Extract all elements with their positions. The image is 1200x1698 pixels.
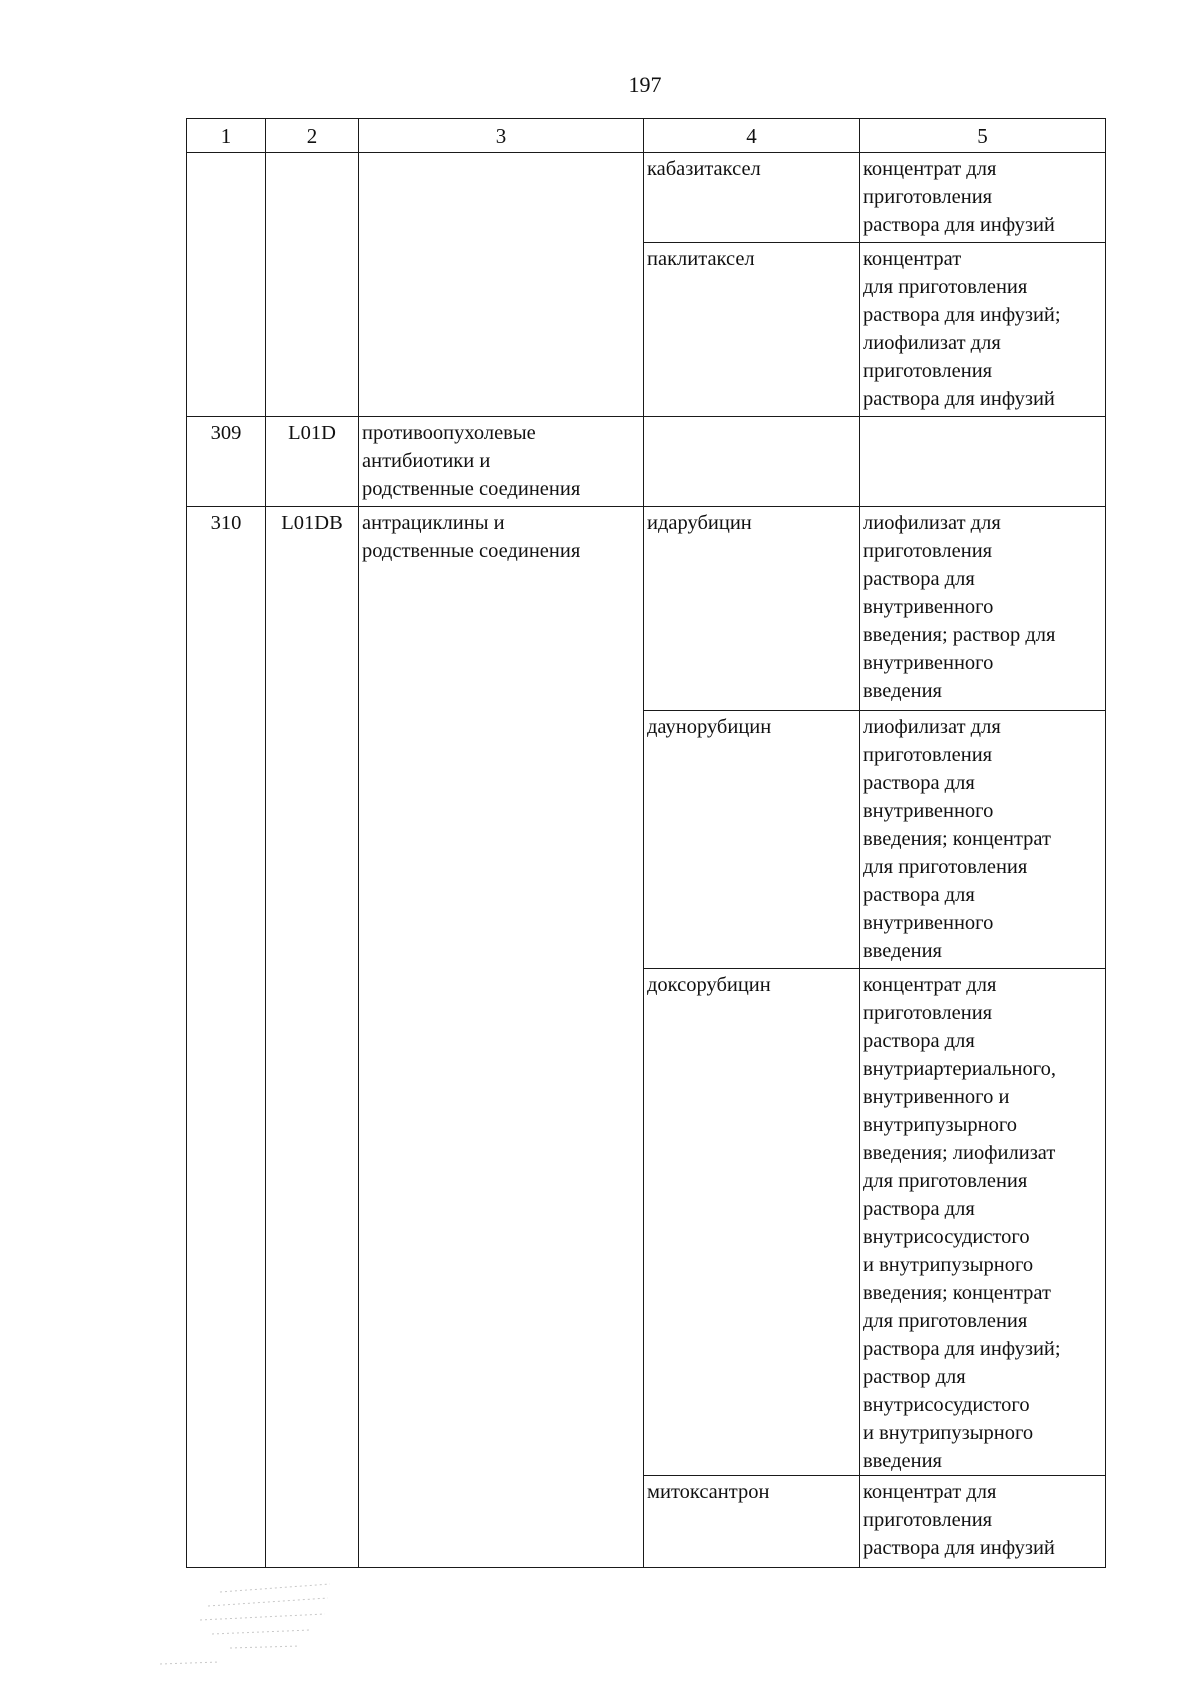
dosage-form-cell: концентрат для приготовления раствора для внутриартериального, внутривенного и внутрипузырного введения; лиофилизат для приготовления раствора для внутрисосудистого и внутрипузырного введения; концентрат для приготовления раствора для инфузий; раствор для внутрисосудистого и внутрипузырного введения: [860, 969, 1106, 1476]
column-header-3: 3: [359, 119, 644, 153]
dosage-form-cell: концентрат для приготовления раствора для инфузий; лиофилизат для приготовления раствора для инфузий: [860, 243, 1106, 417]
dosage-form-cell: лиофилизат для приготовления раствора для внутривенного введения; раствор для внутривенного введения: [860, 507, 1106, 711]
dosage-form-cell: [860, 417, 1106, 507]
medication-table: [186, 118, 1106, 1568]
drug-name-cell: идарубицин: [644, 507, 860, 711]
drug-name-cell: [644, 417, 860, 507]
group-name-cell: противоопухолевые антибиотики и родственные соединения: [359, 417, 644, 507]
dosage-form-cell: лиофилизат для приготовления раствора для внутривенного введения; концентрат для приготовления раствора для внутривенного введения: [860, 711, 1106, 969]
row-number-cell: 310: [187, 507, 266, 1568]
atc-code-cell: L01D: [266, 417, 359, 507]
dosage-form-cell: концентрат для приготовления раствора для инфузий: [860, 1476, 1106, 1568]
column-header-1: 1: [187, 119, 266, 153]
table-row: [187, 507, 1106, 711]
page-number: 197: [628, 72, 662, 97]
dosage-form-cell: концентрат для приготовления раствора для инфузий: [860, 153, 1106, 243]
drug-name-cell: доксорубицин: [644, 969, 860, 1476]
drug-name-cell: даунорубицин: [644, 711, 860, 969]
drug-name-cell: паклитаксел: [644, 243, 860, 417]
header-row: [187, 119, 1106, 153]
table-row: [187, 417, 1106, 507]
row-number-cell: [187, 153, 266, 417]
group-name-cell: антрациклины и родственные соединения: [359, 507, 644, 1568]
group-name-cell: [359, 153, 644, 417]
row-number-cell: 309: [187, 417, 266, 507]
drug-name-cell: митоксантрон: [644, 1476, 860, 1568]
table-row: [187, 153, 1106, 243]
column-header-4: 4: [644, 119, 860, 153]
atc-code-cell: L01DB: [266, 507, 359, 1568]
atc-code-cell: [266, 153, 359, 417]
column-header-5: 5: [860, 119, 1106, 153]
faint-stamp-mark: [160, 1580, 350, 1670]
drug-name-cell: кабазитаксел: [644, 153, 860, 243]
column-header-2: 2: [266, 119, 359, 153]
